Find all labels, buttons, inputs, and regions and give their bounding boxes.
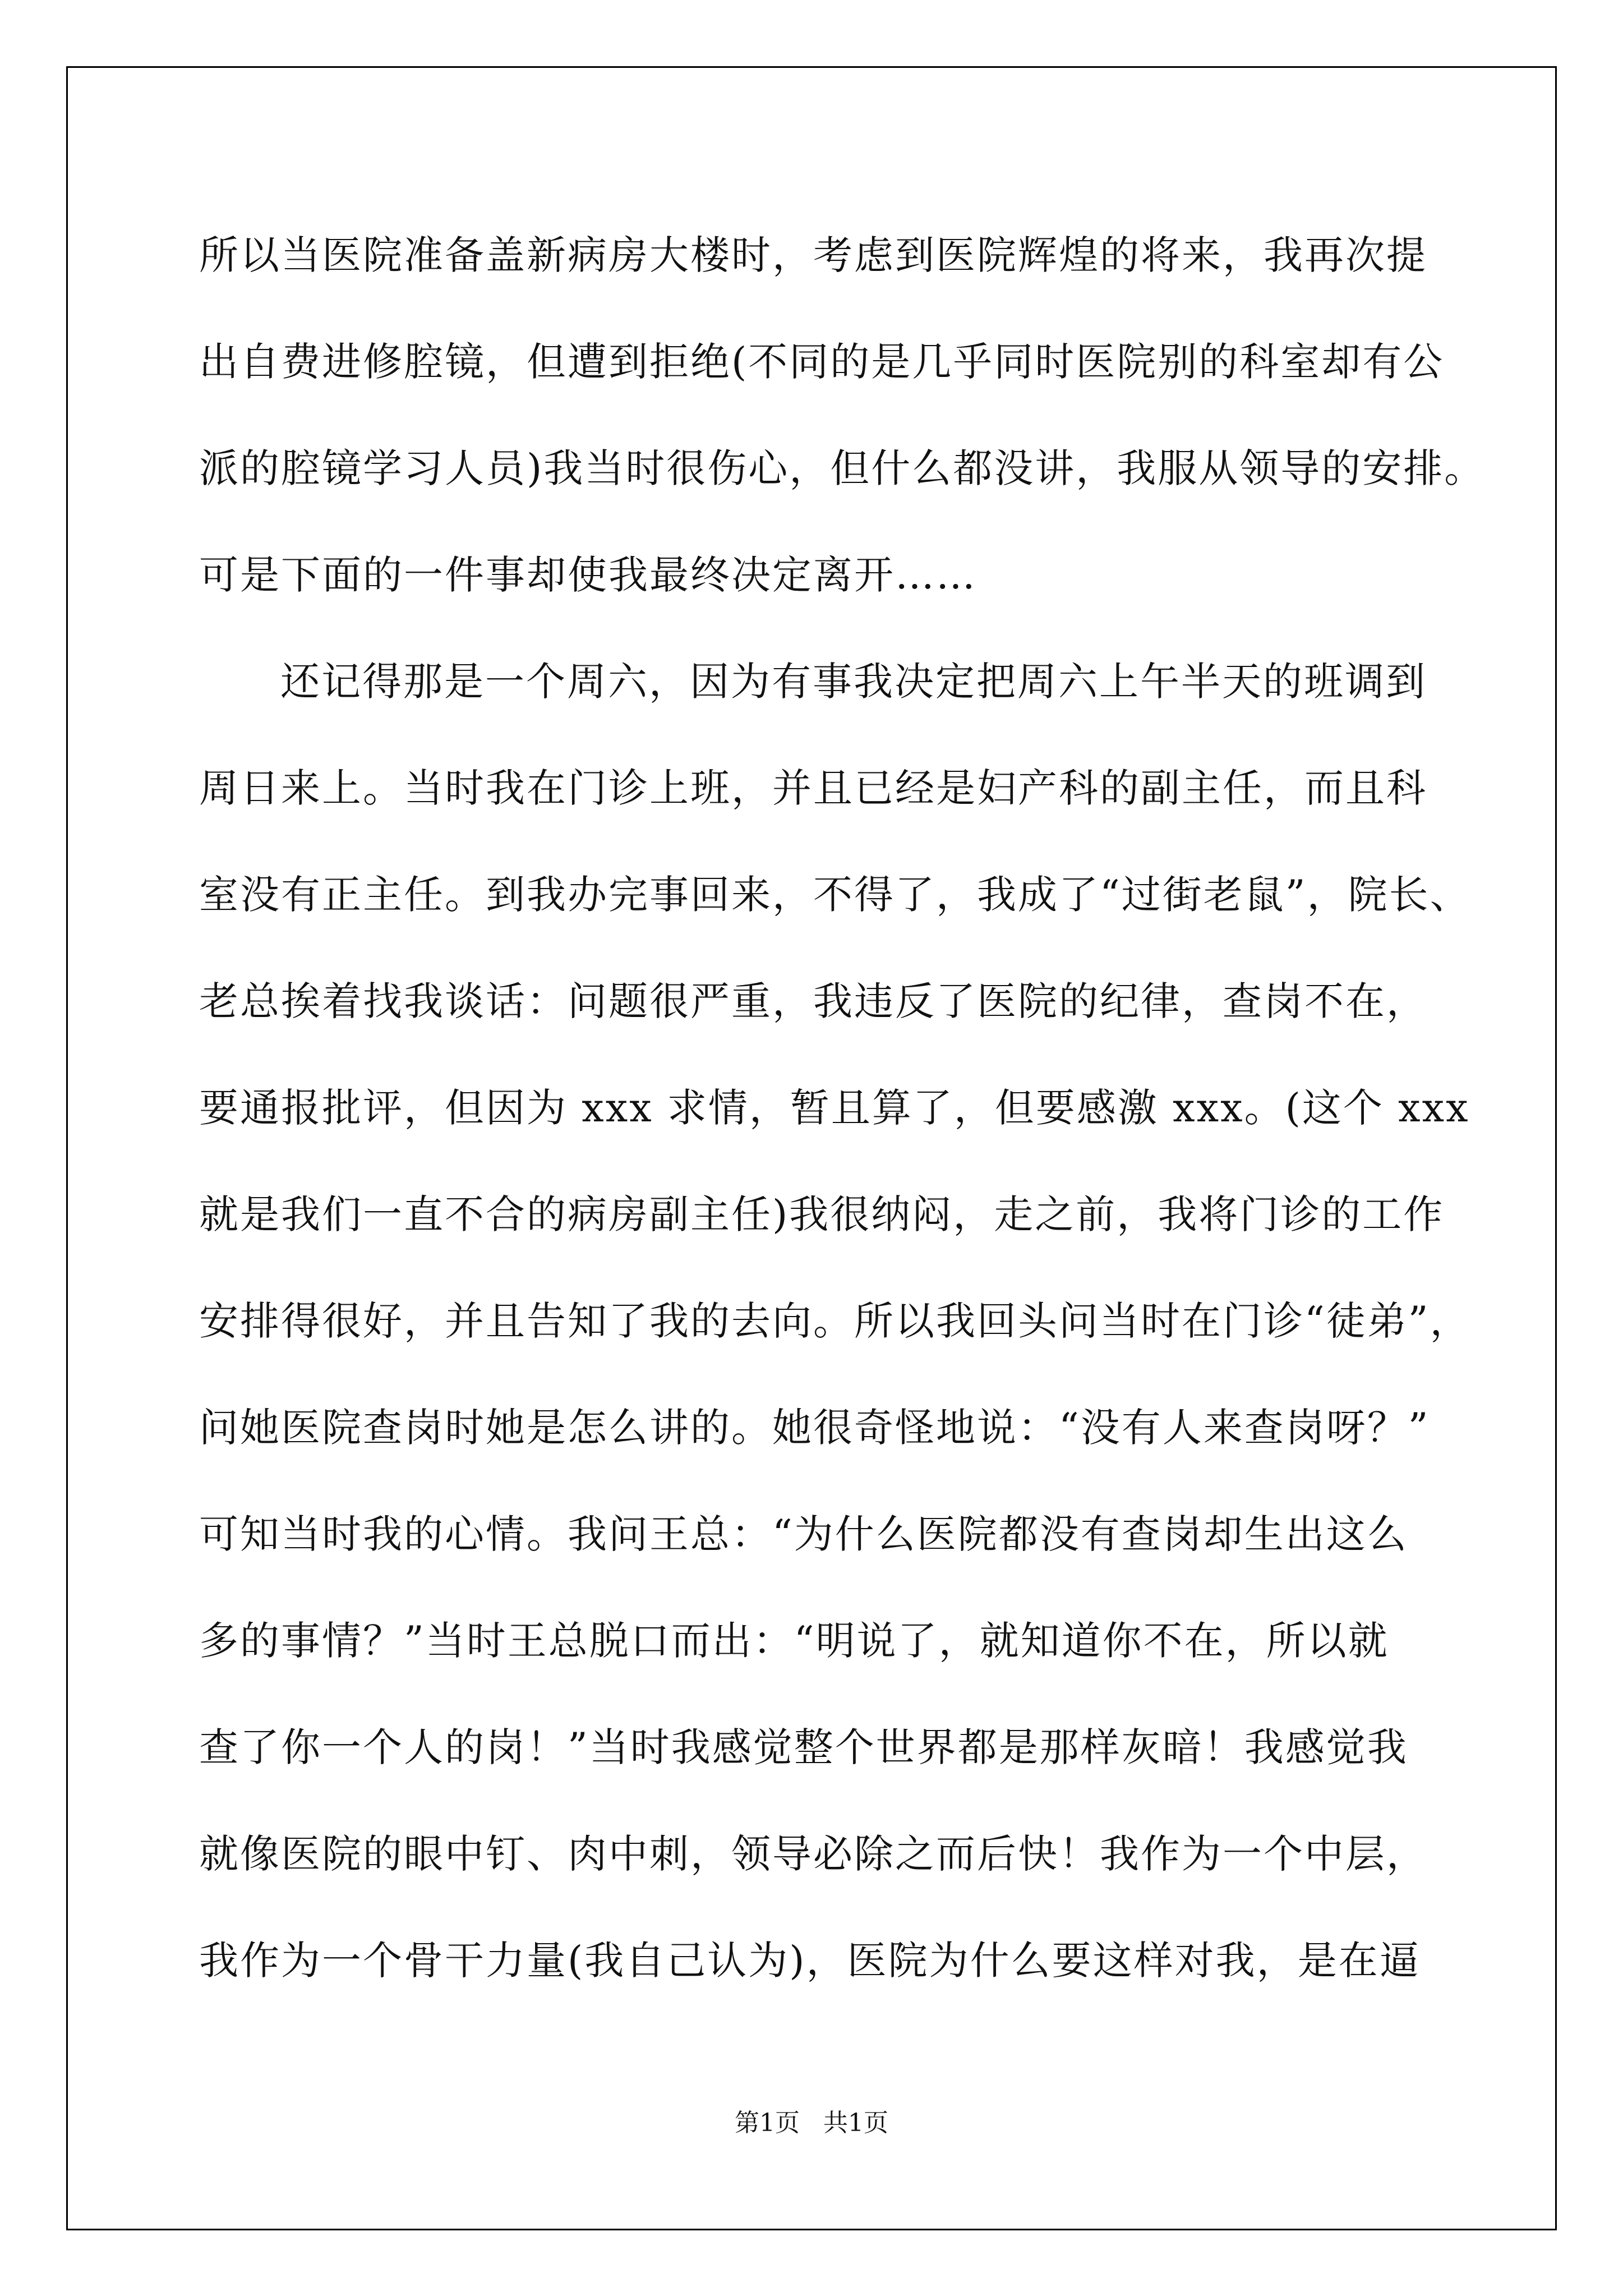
text-line: 周日来上。当时我在门诊上班，并且已经是妇产科的副主任，而且科 [199,765,1427,811]
text-line: 多的事情？”当时王总脱口而出：“明说了，就知道你不在，所以就 [199,1618,1389,1664]
text-line: 可是下面的一件事却使我最终决定离开…… [199,552,977,598]
text-line: 安排得很好，并且告知了我的去向。所以我回头问当时在门诊“徒弟”， [199,1298,1471,1344]
text-line: 室没有正主任。到我办完事回来，不得了，我成了“过街老鼠”，院长、 [199,872,1471,918]
text-line: 派的腔镜学习人员)我当时很伤心，但什么都没讲，我服从领导的安排。 [199,445,1486,491]
text-line: 要通报批评，但因为 xxx 求情，暂且算了，但要感激 xxx。(这个 xxx [199,1085,1470,1131]
text-line: 老总挨着找我谈话：问题很严重，我违反了医院的纪律，查岗不在， [199,978,1427,1024]
text-line: 查了你一个人的岗！”当时我感觉整个世界都是那样灰暗！我感觉我 [199,1724,1408,1770]
page-number-footer: 第1页 共1页 [735,2109,888,2137]
document-body [199,202,1486,2014]
text-line: 就像医院的眼中钉、肉中刺，领导必除之而后快！我作为一个中层， [199,1831,1427,1877]
text-line: 出自费进修腔镜，但遭到拒绝(不同的是几乎同时医院别的科室却有公 [199,339,1445,385]
paragraph-start-line: 还记得那是一个周六，因为有事我决定把周六上午半天的班调到 [280,659,1427,705]
text-line: 就是我们一直不合的病房副主任)我很纳闷，走之前，我将门诊的工作 [199,1191,1445,1237]
text-line: 所以当医院准备盖新病房大楼时，考虑到医院辉煌的将来，我再次提 [199,232,1427,278]
text-line: 问她医院查岗时她是怎么讲的。她很奇怪地说：“没有人来查岗呀？” [199,1405,1430,1451]
text-line: 可知当时我的心情。我问王总：“为什么医院都没有查岗却生出这么 [199,1511,1408,1557]
text-line: 我作为一个骨干力量(我自己认为)，医院为什么要这样对我，是在逼 [199,1938,1421,1984]
